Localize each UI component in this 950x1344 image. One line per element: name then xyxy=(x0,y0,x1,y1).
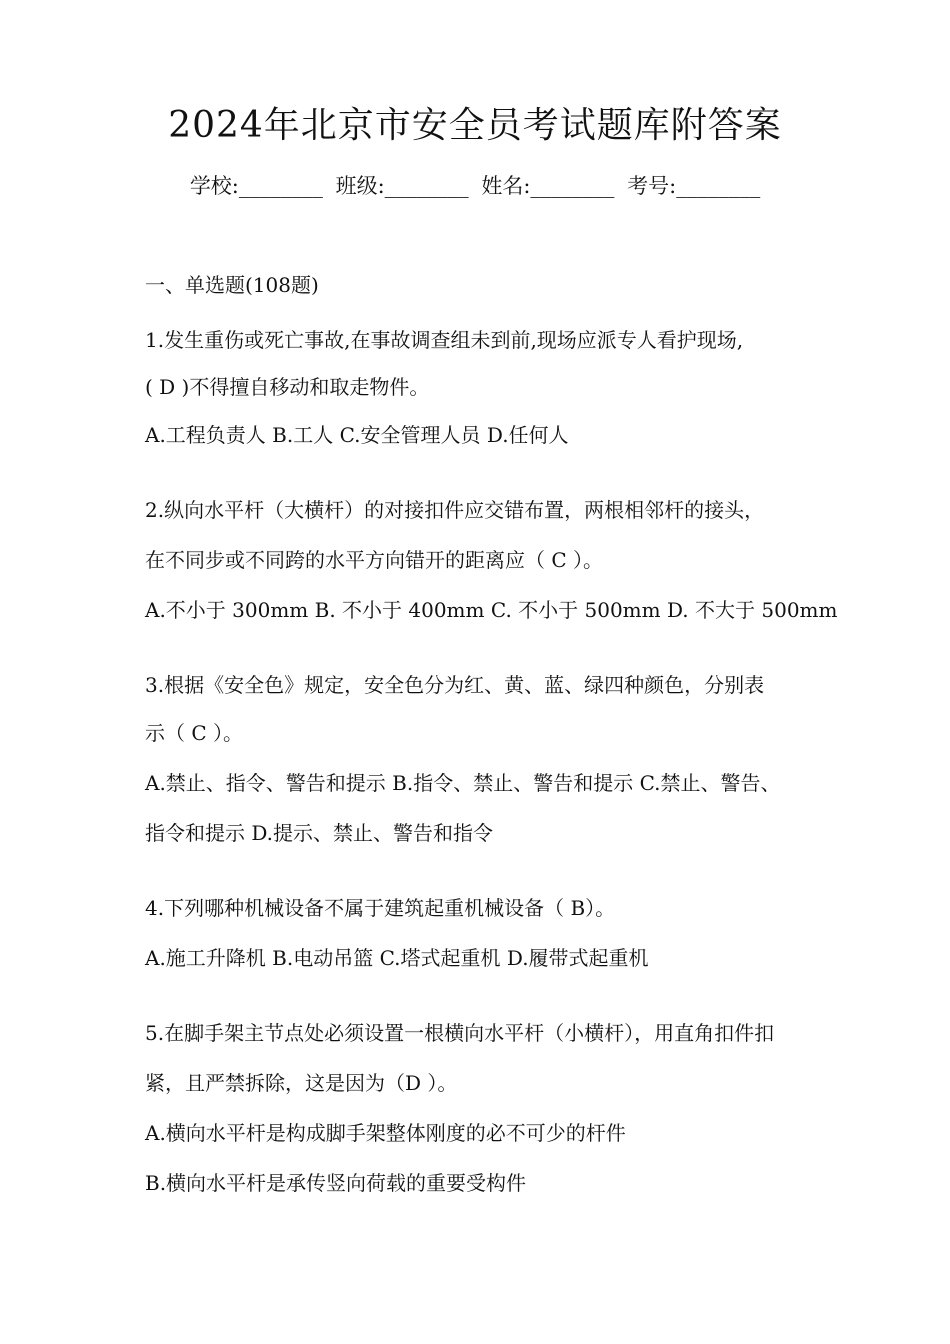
school-blank: ________ xyxy=(238,174,323,198)
question-4-stem: 4.下列哪种机械设备不属于建筑起重机械设备（ B）。 xyxy=(145,896,616,920)
class-label: 班级: xyxy=(335,174,385,198)
name-label: 姓名: xyxy=(481,174,531,198)
question-5-option-a: A.横向水平杆是构成脚手架整体刚度的必不可少的杆件 xyxy=(145,1121,626,1145)
school-field xyxy=(190,170,323,202)
question-4-options: A.施工升降机 B.电动吊篮 C.塔式起重机 D.履带式起重机 xyxy=(145,946,649,970)
exam-number-blank: ________ xyxy=(676,174,761,198)
question-3-stem-line-2: 示（ C ）。 xyxy=(145,721,244,745)
question-1-stem-line-2: ( D )不得擅自移动和取走物件。 xyxy=(145,375,430,399)
question-5-option-b: B.横向水平杆是承传竖向荷载的重要受构件 xyxy=(145,1171,527,1195)
question-2-options: A.不小于 300mm B. 不小于 400mm C. 不小于 500mm D. 不大于 500mm xyxy=(145,598,838,622)
name-blank: ________ xyxy=(530,174,615,198)
class-field xyxy=(336,170,469,202)
question-2-stem-line-1: 2.纵向水平杆（大横杆）的对接扣件应交错布置，两根相邻杆的接头， xyxy=(145,498,765,522)
question-1-options: A.工程负责人 B.工人 C.安全管理人员 D.任何人 xyxy=(145,423,569,447)
question-5-stem-line-2: 紧，且严禁拆除，这是因为（D ）。 xyxy=(145,1071,458,1095)
question-2-stem-line-2: 在不同步或不同跨的水平方向错开的距离应（ C ）。 xyxy=(145,548,604,572)
name-field xyxy=(481,170,614,202)
question-5-stem-line-1: 5.在脚手架主节点处必须设置一根横向水平杆（小横杆），用直角扣件扣 xyxy=(145,1021,775,1045)
question-3-options-line-1: A.禁止、指令、警告和提示 B.指令、禁止、警告和提示 C.禁止、警告、 xyxy=(145,771,781,795)
question-1-stem-line-1: 1.发生重伤或死亡事故,在事故调查组未到前,现场应派专人看护现场, xyxy=(145,328,744,352)
question-3-stem-line-1: 3.根据《安全色》规定，安全色分为红、黄、蓝、绿四种颜色，分别表 xyxy=(145,673,765,697)
exam-number-label: 考号: xyxy=(627,174,677,198)
question-3-options-line-2: 指令和提示 D.提示、禁止、警告和指令 xyxy=(145,821,494,845)
school-label: 学校: xyxy=(189,174,239,198)
exam-number-field xyxy=(627,170,760,202)
class-blank: ________ xyxy=(384,174,469,198)
section-heading: 一、单选题(108题) xyxy=(145,273,319,297)
student-info-row xyxy=(0,170,950,202)
document-title: 2024年北京市安全员考试题库附答案 xyxy=(168,105,782,146)
